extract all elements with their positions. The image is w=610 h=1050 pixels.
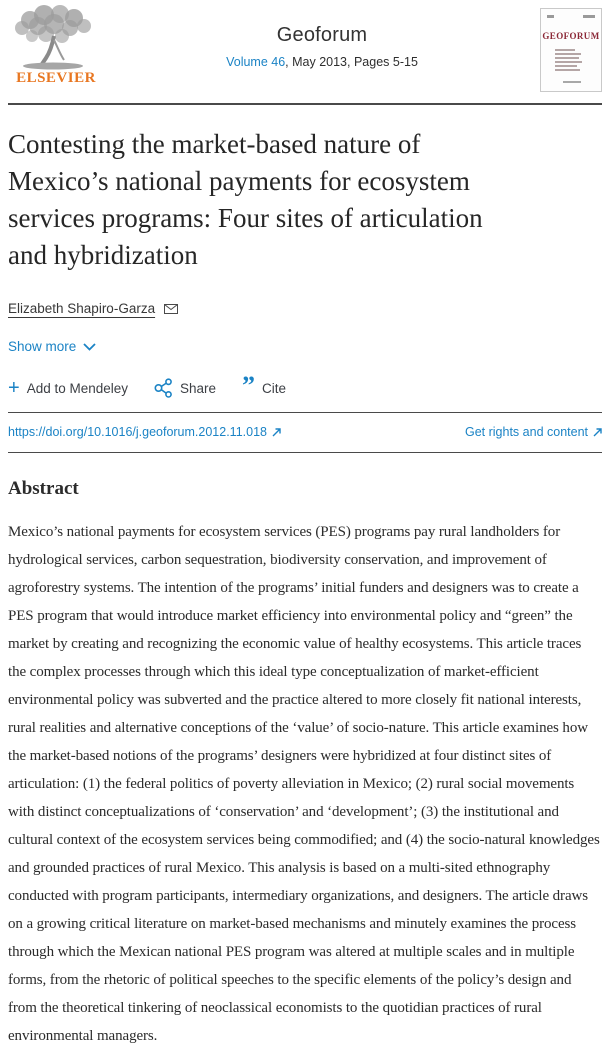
title-line: Mexico’s national payments for ecosystem [8,166,470,196]
external-link-icon [593,428,602,437]
show-more-label: Show more [8,339,77,354]
elsevier-logo[interactable] [8,6,104,87]
title-line: services programs: Four sites of articulation [8,203,483,233]
cover-decoration [555,49,575,51]
share-button[interactable] [154,378,216,398]
cite-button[interactable] [242,371,287,400]
title-line: Contesting the market-based nature of [8,129,421,159]
cover-decoration [547,15,554,18]
volume-link[interactable]: Volume 46 [226,55,286,69]
journal-title-link[interactable]: Geoforum [276,24,368,46]
journal-header-center [104,6,540,69]
share-label: Share [180,380,217,396]
journal-cover-thumbnail[interactable] [540,8,602,92]
cover-decoration [555,61,582,63]
cover-decoration [583,15,595,18]
elsevier-tree-icon [8,6,104,72]
add-to-mendeley-button[interactable] [8,377,129,399]
cover-title: GEOFORUM [542,31,600,41]
article-title [8,126,602,274]
plus-icon: + [8,377,20,399]
cover-decoration [555,69,580,71]
cover-decoration [555,65,577,67]
journal-banner [8,0,602,103]
show-more-button[interactable] [8,339,96,354]
author-row [8,301,602,316]
elsevier-wordmark: ELSEVIER [16,70,96,86]
cover-decoration [563,81,581,83]
cover-decoration [555,53,581,55]
abstract-heading: Abstract [8,478,79,499]
issue-info: , May 2013, Pages 5-15 [285,55,418,69]
doi-divider [8,452,602,453]
volume-line [104,55,540,69]
cover-decoration [555,57,579,59]
doi-row [8,413,602,452]
header-divider [8,103,602,105]
share-icon [154,378,173,398]
cite-label: Cite [262,380,287,396]
abstract-text: Mexico’s national payments for ecosystem services (PES) programs pay rural landholders for hydrological services, carbon sequestration, biodiversity conservation, and improvement of agroforestry systems. The intention of the programs’ initial funders and designers was to create a PES program that would introduce market efficiency into environmental policy and “green” the market by creating and recognizing the economic value of healthy ecosystems. This article traces the complex processes through which this ideal type conceptualization of market-efficient environmental policy was subverted and the practice altered to more closely fit national interests, rural realities and alternative conceptions of the ‘value’ of socio-nature. This article examines how the market-based notions of the programs’ designers were hybridized at four distinct sites of articulation: (1) the federal politics of poverty alleviation in Mexico; (2) rural social movements with distinct conceptualizations of ‘conservation’ and ‘development’; (3) the institutional and cultural context of the ecosystem services being commodified; and (4) the socio-natural knowledges and grounded practices of rural Mexico. This analysis is based on a multi-sited ethnography conducted with program participants, intermediary organizations, and designers. The article draws on a growing critical literature on market-based mechanisms and minutely examines the process through which the Mexican national PES program was altered at multiple scales and in multiple forms, from the rhetoric of political speeches to the specific elements of the policy’s design and from the theoretical tinkering of neoclassical economists to the quotidian practices of rural environmental managers. [8,524,600,1044]
mendeley-label: Add to Mendeley [26,380,129,396]
doi-text: https://doi.org/10.1016/j.geoforum.2012.11.018 [8,425,267,439]
chevron-down-icon [83,343,96,351]
action-toolbar [8,371,602,412]
cite-quote-icon: ” [242,371,256,400]
rights-text: Get rights and content [465,425,588,439]
author-link[interactable]: Elizabeth Shapiro-Garza [8,301,156,316]
doi-link[interactable] [8,425,281,439]
title-line: and hybridization [8,240,198,270]
rights-and-content-link[interactable] [465,425,602,439]
email-envelope-icon[interactable] [164,304,178,314]
external-link-icon [272,428,281,437]
